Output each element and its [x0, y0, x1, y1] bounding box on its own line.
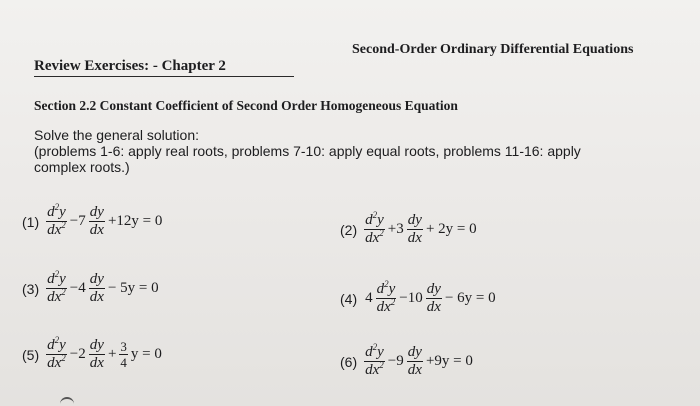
first-derivative: $\frac{dy}{dx}$	[89, 204, 104, 238]
second-derivative: $\frac{d^2y}{dx^2}$	[47, 335, 66, 371]
term-rest: 5y = 0	[120, 280, 159, 296]
coefficient: 9	[396, 353, 404, 369]
coefficient: 7	[78, 213, 86, 229]
subject-heading: Second-Order Ordinary Differential Equations	[352, 42, 634, 57]
term-rest: +12y = 0	[107, 213, 163, 229]
second-derivative: $\frac{d^2y}{dx^2}$	[376, 279, 396, 315]
problem-number: (3)	[22, 280, 40, 297]
coefficient: +3	[387, 221, 404, 237]
first-derivative: $\frac{dy}{dx}$	[426, 281, 441, 315]
second-derivative: $\frac{d^2y}{dx^2}$	[47, 202, 66, 238]
problem-2	[340, 210, 479, 246]
term-rest: +9y = 0	[425, 353, 473, 369]
problem-number: (5)	[22, 346, 40, 363]
cut-off-mark	[60, 397, 74, 406]
term-rest: 6y = 0	[457, 290, 496, 306]
problem-number: (6)	[340, 353, 358, 370]
problem-3: (3) $\frac{d^2y}{dx^2}$ −4 $\frac{dy}{dx}$ − 5y = 0	[22, 269, 159, 305]
constant-fraction: $\frac{3}{4}$	[120, 339, 127, 370]
problem-number: (1)	[22, 213, 40, 230]
term-rest: + 2y = 0	[425, 221, 477, 237]
coefficient: 2	[78, 346, 86, 362]
problem-5: (5) $\frac{d^2y}{dx^2}$ −2 $\frac{dy}{dx}$ + $\frac{3}{4}$ y = 0	[22, 335, 162, 371]
leading-coefficient: 4	[365, 290, 373, 306]
term-rest: y = 0	[130, 346, 162, 362]
problem-number: (4)	[340, 290, 358, 307]
review-title: Review Exercises: - Chapter 2	[34, 58, 226, 74]
first-derivative: $\frac{dy}{dx}$	[89, 337, 104, 371]
problem-4: (4) 4 $\frac{d^2y}{dx^2}$ −10 $\frac{dy}{dx}$ − 6y = 0	[340, 279, 496, 315]
problem-6: (6) $\frac{d^2y}{dx^2}$ −9 $\frac{dy}{dx}$ +9y = 0	[340, 342, 473, 378]
first-derivative: $\frac{dy}{dx}$	[89, 271, 104, 305]
review-underline	[34, 76, 294, 77]
problem-number: (2)	[340, 221, 358, 238]
instructions-line-3: complex roots.)	[34, 159, 130, 175]
coefficient: 10	[407, 290, 423, 306]
second-derivative: $\frac{d^2y}{dx^2}$	[365, 342, 384, 378]
first-derivative: $\frac{dy}{dx}$	[407, 212, 422, 246]
coefficient: 4	[78, 280, 86, 296]
section-title: Section 2.2 Constant Coefficient of Second Order Homogeneous Equation	[34, 98, 458, 113]
instructions	[34, 127, 694, 175]
second-derivative: $\frac{d^2y}{dx^2}$	[365, 210, 384, 246]
instructions-line-2: (problems 1-6: apply real roots, problems 7-10: apply equal roots, problems 11-16: apply	[34, 143, 581, 159]
second-derivative: $\frac{d^2y}{dx^2}$	[47, 269, 66, 305]
problem-1: (1) $\frac{d^2y}{dx^2}$ −7 $\frac{dy}{dx}$ +12y = 0	[22, 202, 163, 238]
first-derivative: $\frac{dy}{dx}$	[407, 344, 422, 378]
instructions-line-1: Solve the general solution:	[34, 127, 199, 143]
